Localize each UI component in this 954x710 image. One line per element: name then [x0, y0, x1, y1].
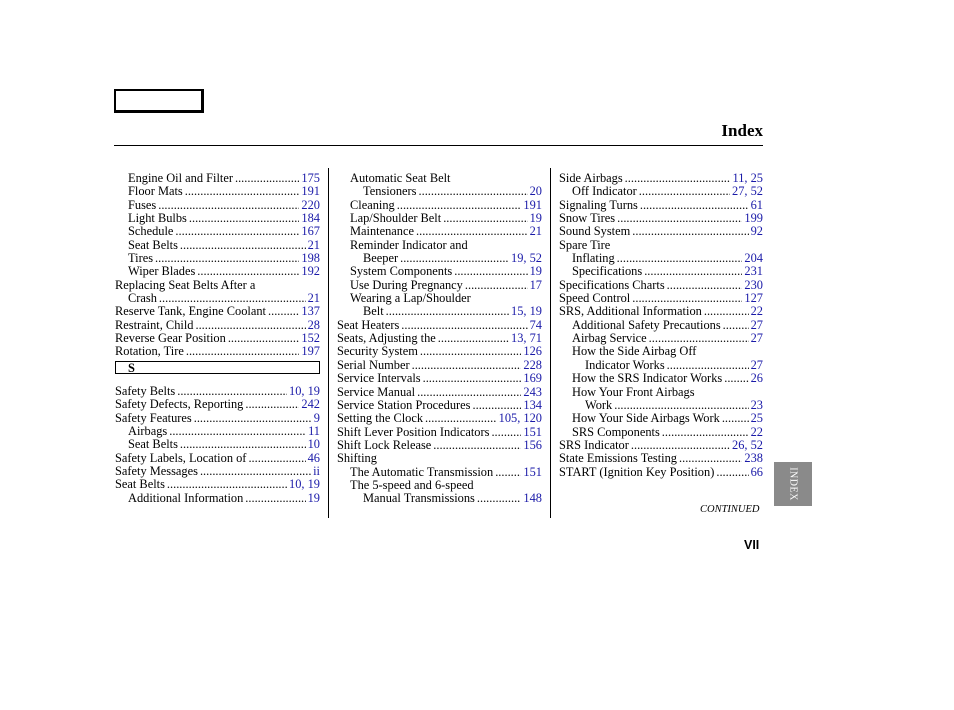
- page-reference-link[interactable]: 27: [750, 358, 763, 372]
- index-entry[interactable]: [337, 225, 542, 238]
- continued-label: CONTINUED: [700, 504, 760, 515]
- entry-label: How Your Side Airbags Work: [572, 412, 720, 426]
- entry-label: Reserve Tank, Engine Coolant: [115, 305, 266, 319]
- entry-label: Belt: [363, 305, 384, 319]
- side-tab-label: INDEX: [787, 467, 799, 501]
- entry-label: SRS, Additional Information: [559, 305, 702, 319]
- index-entry[interactable]: [559, 452, 763, 465]
- entry-label: Side Airbags: [559, 172, 623, 185]
- page-reference-link[interactable]: 191: [523, 198, 542, 212]
- page-reference-link[interactable]: 184: [301, 212, 320, 226]
- index-entry: [337, 292, 542, 305]
- page-reference-link[interactable]: 192: [301, 265, 320, 279]
- index-entry[interactable]: [115, 292, 320, 305]
- page-reference-link[interactable]: 230: [744, 278, 763, 292]
- page-reference-link[interactable]: 19: [307, 491, 320, 505]
- index-entry[interactable]: [559, 372, 763, 385]
- page-reference-link[interactable]: 21: [529, 225, 542, 239]
- entry-label: Maintenance: [350, 225, 414, 239]
- page-reference-link[interactable]: 228: [523, 358, 542, 372]
- entry-label: Security System: [337, 345, 418, 359]
- index-entry[interactable]: [115, 252, 320, 265]
- dot-leader: [667, 359, 749, 372]
- dot-leader: [640, 199, 749, 212]
- page-reference-link[interactable]: 46: [307, 451, 320, 465]
- dot-leader: [177, 385, 287, 398]
- index-entry[interactable]: [337, 466, 542, 479]
- entry-label: Additional Information: [128, 491, 244, 505]
- dot-leader: [268, 305, 299, 318]
- dot-leader: [631, 439, 730, 452]
- page-reference-link[interactable]: 220: [301, 198, 320, 212]
- index-entry[interactable]: [115, 265, 320, 278]
- entry-label: Schedule: [128, 225, 174, 239]
- index-entry[interactable]: [337, 185, 542, 198]
- entry-label: Automatic Seat Belt: [350, 172, 451, 185]
- entry-label: Light Bulbs: [128, 212, 187, 226]
- index-entry[interactable]: [559, 279, 763, 292]
- entry-list: [337, 172, 542, 506]
- index-entry[interactable]: [115, 492, 320, 505]
- entry-label: How the Side Airbag Off: [572, 345, 697, 359]
- page-reference-link[interactable]: 25: [750, 412, 763, 426]
- dot-leader: [639, 185, 730, 198]
- entry-label: How Your Front Airbags: [572, 385, 695, 399]
- index-entry[interactable]: [337, 319, 542, 332]
- entry-label: Off Indicator: [572, 185, 637, 199]
- index-entry[interactable]: [337, 386, 542, 399]
- entry-label: Service Station Procedures: [337, 398, 471, 412]
- page-reference-link[interactable]: 126: [523, 345, 542, 359]
- index-entry[interactable]: [559, 252, 763, 265]
- index-entry[interactable]: [115, 239, 320, 252]
- index-column-3: [559, 172, 763, 479]
- page-reference-link[interactable]: 9: [313, 411, 320, 425]
- page-reference-link[interactable]: 10, 19: [289, 384, 320, 398]
- dot-leader: [632, 292, 742, 305]
- dot-leader: [155, 252, 299, 265]
- dot-leader: [632, 225, 748, 238]
- entry-label: Replacing Seat Belts After a: [115, 278, 256, 292]
- page-reference-link[interactable]: 21: [307, 292, 320, 306]
- dot-leader: [419, 185, 528, 198]
- dot-leader: [716, 466, 748, 479]
- page-reference-link[interactable]: 199: [744, 212, 763, 226]
- dot-leader: [416, 225, 528, 238]
- page-reference-link[interactable]: 151: [523, 465, 542, 479]
- dot-leader: [245, 398, 299, 411]
- index-entry[interactable]: [559, 292, 763, 305]
- entry-label: How the SRS Indicator Works: [572, 372, 723, 386]
- entry-label: Airbags: [128, 424, 168, 438]
- entry-label: Safety Belts: [115, 384, 176, 398]
- section-heading-s: S: [115, 361, 320, 374]
- page-reference-link[interactable]: 148: [523, 492, 542, 506]
- index-entry: [559, 239, 763, 252]
- dot-leader: [667, 279, 743, 292]
- page-reference-link[interactable]: 152: [301, 332, 320, 346]
- dot-leader: [175, 225, 299, 238]
- entry-label: Beeper: [363, 252, 399, 266]
- dot-leader: [420, 345, 522, 358]
- index-entry[interactable]: [559, 199, 763, 212]
- column-divider: [328, 168, 329, 518]
- entry-label: Seat Belts: [128, 438, 178, 452]
- index-entry[interactable]: [337, 279, 542, 292]
- page-reference-link[interactable]: ii: [313, 464, 320, 478]
- dot-leader: [617, 252, 743, 265]
- dot-leader: [200, 465, 311, 478]
- dot-leader: [386, 305, 509, 318]
- page-reference-link[interactable]: 105, 120: [498, 412, 542, 426]
- entry-label: Setting the Clock: [337, 412, 424, 426]
- index-entry: [559, 345, 763, 358]
- page-reference-link[interactable]: 151: [523, 425, 542, 439]
- dot-leader: [189, 212, 300, 225]
- page-reference-link[interactable]: 11, 25: [732, 172, 763, 185]
- index-entry[interactable]: [337, 359, 542, 372]
- page-reference-link[interactable]: 19: [529, 212, 542, 226]
- page-reference-link[interactable]: 231: [744, 265, 763, 279]
- page-reference-link[interactable]: 238: [744, 452, 763, 466]
- index-entry[interactable]: [337, 492, 542, 505]
- index-entry[interactable]: [115, 185, 320, 198]
- page-number: VII: [744, 538, 760, 552]
- dot-leader: [397, 199, 522, 212]
- page-reference-link[interactable]: 204: [744, 252, 763, 266]
- index-entry[interactable]: [337, 426, 542, 439]
- entry-label: Lap/Shoulder Belt: [350, 212, 442, 226]
- index-entry[interactable]: [115, 425, 320, 438]
- dot-leader: [248, 452, 305, 465]
- entry-label: Seat Belts: [128, 238, 178, 252]
- entry-label: Seat Heaters: [337, 318, 400, 332]
- page-reference-link[interactable]: 20: [529, 185, 542, 199]
- entry-label: Service Intervals: [337, 372, 421, 386]
- page-reference-link[interactable]: 243: [523, 385, 542, 399]
- index-entry[interactable]: [337, 265, 542, 278]
- entry-label: Specifications Charts: [559, 278, 665, 292]
- entry-label: System Components: [350, 265, 453, 279]
- entry-label: Work: [585, 398, 613, 412]
- index-entry: [337, 172, 542, 185]
- entry-label: Safety Features: [115, 411, 192, 425]
- index-entry[interactable]: [115, 412, 320, 425]
- page-reference-link[interactable]: 13, 71: [511, 332, 542, 346]
- page-reference-link[interactable]: 19, 52: [511, 252, 542, 266]
- entry-label: Snow Tires: [559, 212, 616, 226]
- entry-label: Seats, Adjusting the: [337, 332, 436, 346]
- dot-leader: [644, 265, 742, 278]
- dot-leader: [401, 319, 527, 332]
- column-divider: [550, 168, 551, 518]
- entry-label: Restraint, Child: [115, 318, 194, 332]
- page-reference-link[interactable]: 11: [308, 424, 320, 438]
- entry-label: The 5-speed and 6-speed: [350, 478, 474, 492]
- entry-label: Shift Lever Position Indicators: [337, 425, 490, 439]
- dot-leader: [425, 412, 497, 425]
- dot-leader: [454, 265, 527, 278]
- page-reference-link[interactable]: 127: [744, 292, 763, 306]
- dot-leader: [185, 185, 300, 198]
- page-reference-link[interactable]: 74: [529, 318, 542, 332]
- index-entry[interactable]: [559, 225, 763, 238]
- page-title: Index: [721, 121, 763, 140]
- entry-label: Spare Tire: [559, 238, 611, 252]
- dot-leader: [433, 439, 521, 452]
- index-entry[interactable]: [559, 412, 763, 425]
- index-entry[interactable]: [337, 305, 542, 318]
- index-column-1: [115, 172, 320, 505]
- dot-leader: [180, 239, 306, 252]
- index-entry[interactable]: [559, 265, 763, 278]
- page-reference-link[interactable]: 198: [301, 252, 320, 266]
- dot-leader: [228, 332, 300, 345]
- entry-label: Inflating: [572, 252, 615, 266]
- dot-leader: [723, 319, 749, 332]
- page-reference-link[interactable]: 27, 52: [732, 185, 763, 199]
- index-entry[interactable]: [337, 332, 542, 345]
- index-entry[interactable]: [559, 185, 763, 198]
- entry-label: Tires: [128, 252, 154, 266]
- dot-leader: [477, 492, 522, 505]
- dot-leader: [679, 452, 742, 465]
- index-entry: [337, 452, 542, 465]
- header-rule: [114, 145, 763, 146]
- dot-leader: [438, 332, 509, 345]
- dot-leader: [704, 305, 749, 318]
- entry-label: Reminder Indicator and: [350, 238, 468, 252]
- dot-leader: [423, 372, 522, 385]
- dot-leader: [400, 252, 509, 265]
- entry-label: Cleaning: [350, 198, 395, 212]
- page-reference-link[interactable]: 19: [529, 265, 542, 279]
- page-reference-link[interactable]: 22: [750, 305, 763, 319]
- index-entry[interactable]: [559, 172, 763, 185]
- index-entry[interactable]: [115, 478, 320, 491]
- dot-leader: [158, 199, 299, 212]
- index-entry[interactable]: [115, 465, 320, 478]
- page-reference-link[interactable]: 22: [750, 425, 763, 439]
- index-entry[interactable]: [559, 466, 763, 479]
- index-entry[interactable]: [115, 398, 320, 411]
- entry-label: Shift Lock Release: [337, 438, 432, 452]
- index-entry[interactable]: [559, 359, 763, 372]
- index-entry[interactable]: [115, 199, 320, 212]
- page-reference-link[interactable]: 15, 19: [511, 305, 542, 319]
- dot-leader: [491, 426, 521, 439]
- page-reference-link[interactable]: 156: [523, 438, 542, 452]
- page-reference-link[interactable]: 28: [307, 318, 320, 332]
- dot-leader: [649, 332, 749, 345]
- index-entry[interactable]: [337, 212, 542, 225]
- index-entry[interactable]: [337, 412, 542, 425]
- index-entry[interactable]: [559, 426, 763, 439]
- dot-leader: [617, 212, 742, 225]
- dot-leader: [473, 399, 522, 412]
- index-entry[interactable]: [337, 399, 542, 412]
- entry-label: Speed Control: [559, 292, 631, 306]
- index-entry: [559, 386, 763, 399]
- entry-label: Sound System: [559, 225, 631, 239]
- index-entry[interactable]: [115, 172, 320, 185]
- entry-label: Floor Mats: [128, 185, 183, 199]
- entry-label: Serial Number: [337, 358, 410, 372]
- index-entry: [337, 239, 542, 252]
- dot-leader: [412, 359, 522, 372]
- index-entry: [115, 279, 320, 292]
- dot-leader: [443, 212, 527, 225]
- entry-label: SRS Indicator: [559, 438, 629, 452]
- index-entry[interactable]: [559, 305, 763, 318]
- page-reference-link[interactable]: 66: [750, 465, 763, 479]
- index-entry[interactable]: [337, 199, 542, 212]
- index-column-2: [337, 172, 542, 506]
- page-reference-link[interactable]: 26: [750, 372, 763, 386]
- page-reference-link[interactable]: 61: [750, 198, 763, 212]
- dot-leader: [495, 466, 521, 479]
- dot-leader: [197, 265, 299, 278]
- page-reference-link[interactable]: 10, 19: [289, 478, 320, 492]
- page-reference-link[interactable]: 27: [750, 318, 763, 332]
- index-entry[interactable]: [337, 439, 542, 452]
- index-entry[interactable]: [337, 252, 542, 265]
- index-entry[interactable]: [115, 319, 320, 332]
- page-reference-link[interactable]: 21: [307, 238, 320, 252]
- index-entry[interactable]: [559, 319, 763, 332]
- index-entry[interactable]: [115, 345, 320, 358]
- entry-label: Reverse Gear Position: [115, 332, 226, 346]
- dot-leader: [245, 492, 305, 505]
- entry-label: Signaling Turns: [559, 198, 638, 212]
- entry-label: SRS Components: [572, 425, 660, 439]
- page-reference-link[interactable]: 242: [301, 398, 320, 412]
- index-entry: [337, 479, 542, 492]
- index-entry[interactable]: [115, 305, 320, 318]
- index-entry[interactable]: [337, 345, 542, 358]
- page-reference-link[interactable]: 169: [523, 372, 542, 386]
- entry-label: Use During Pregnancy: [350, 278, 463, 292]
- index-entry[interactable]: [115, 438, 320, 451]
- index-entry[interactable]: [115, 212, 320, 225]
- page-reference-link[interactable]: 17: [529, 278, 542, 292]
- page-reference-link[interactable]: 134: [523, 398, 542, 412]
- entry-label: State Emissions Testing: [559, 452, 677, 466]
- dot-leader: [195, 319, 305, 332]
- dot-leader: [180, 438, 306, 451]
- entry-label: Indicator Works: [585, 358, 665, 372]
- dot-leader: [235, 172, 299, 185]
- index-entry[interactable]: [559, 439, 763, 452]
- entry-label: Fuses: [128, 198, 157, 212]
- entry-label: START (Ignition Key Position): [559, 465, 715, 479]
- dot-leader: [465, 279, 528, 292]
- entry-label: Additional Safety Precautions: [572, 318, 721, 332]
- dot-leader: [662, 426, 749, 439]
- entry-label: Engine Oil and Filter: [128, 172, 233, 185]
- index-entry[interactable]: [115, 332, 320, 345]
- entry-label: Seat Belts: [115, 478, 165, 492]
- dot-leader: [614, 399, 748, 412]
- dot-leader: [625, 172, 731, 185]
- dot-leader: [722, 412, 749, 425]
- page-reference-link[interactable]: 197: [301, 345, 320, 359]
- dot-leader: [159, 292, 306, 305]
- entry-label: Specifications: [572, 265, 643, 279]
- dot-leader: [169, 425, 306, 438]
- page-reference-link[interactable]: 175: [301, 172, 320, 185]
- entry-label: Manual Transmissions: [363, 492, 475, 506]
- page-reference-link[interactable]: 26, 52: [732, 438, 763, 452]
- entry-label: Tensioners: [363, 185, 417, 199]
- index-entry[interactable]: [115, 452, 320, 465]
- dot-leader: [186, 345, 300, 358]
- page-reference-link[interactable]: 92: [750, 225, 763, 239]
- page-reference-link[interactable]: 137: [301, 305, 320, 319]
- index-entry[interactable]: [559, 332, 763, 345]
- entry-label: Airbag Service: [572, 332, 647, 346]
- entry-label: Rotation, Tire: [115, 345, 184, 359]
- entry-label: Crash: [128, 292, 157, 306]
- side-tab[interactable]: [774, 462, 812, 506]
- dot-leader: [167, 478, 287, 491]
- page-reference-link[interactable]: 23: [750, 398, 763, 412]
- entry-label: Shifting: [337, 452, 377, 466]
- page-reference-link[interactable]: 10: [307, 438, 320, 452]
- index-entry[interactable]: [337, 372, 542, 385]
- page-reference-link[interactable]: 167: [301, 225, 320, 239]
- header-box: [114, 89, 204, 113]
- entry-label: Safety Defects, Reporting: [115, 398, 244, 412]
- dot-leader: [724, 372, 748, 385]
- entry-label: Wearing a Lap/Shoulder: [350, 292, 471, 306]
- index-entry[interactable]: [115, 225, 320, 238]
- entry-list-s: [115, 385, 320, 505]
- entry-list-r: [115, 172, 320, 359]
- dot-leader: [194, 412, 312, 425]
- index-entry[interactable]: [559, 212, 763, 225]
- entry-label: Safety Labels, Location of: [115, 451, 247, 465]
- entry-list: [559, 172, 763, 479]
- index-entry[interactable]: [559, 399, 763, 412]
- index-entry[interactable]: [115, 385, 320, 398]
- entry-label: The Automatic Transmission: [350, 465, 494, 479]
- page-reference-link[interactable]: 191: [301, 185, 320, 199]
- entry-label: Safety Messages: [115, 464, 198, 478]
- entry-label: Service Manual: [337, 385, 416, 399]
- entry-label: Wiper Blades: [128, 265, 196, 279]
- dot-leader: [417, 386, 521, 399]
- page-reference-link[interactable]: 27: [750, 332, 763, 346]
